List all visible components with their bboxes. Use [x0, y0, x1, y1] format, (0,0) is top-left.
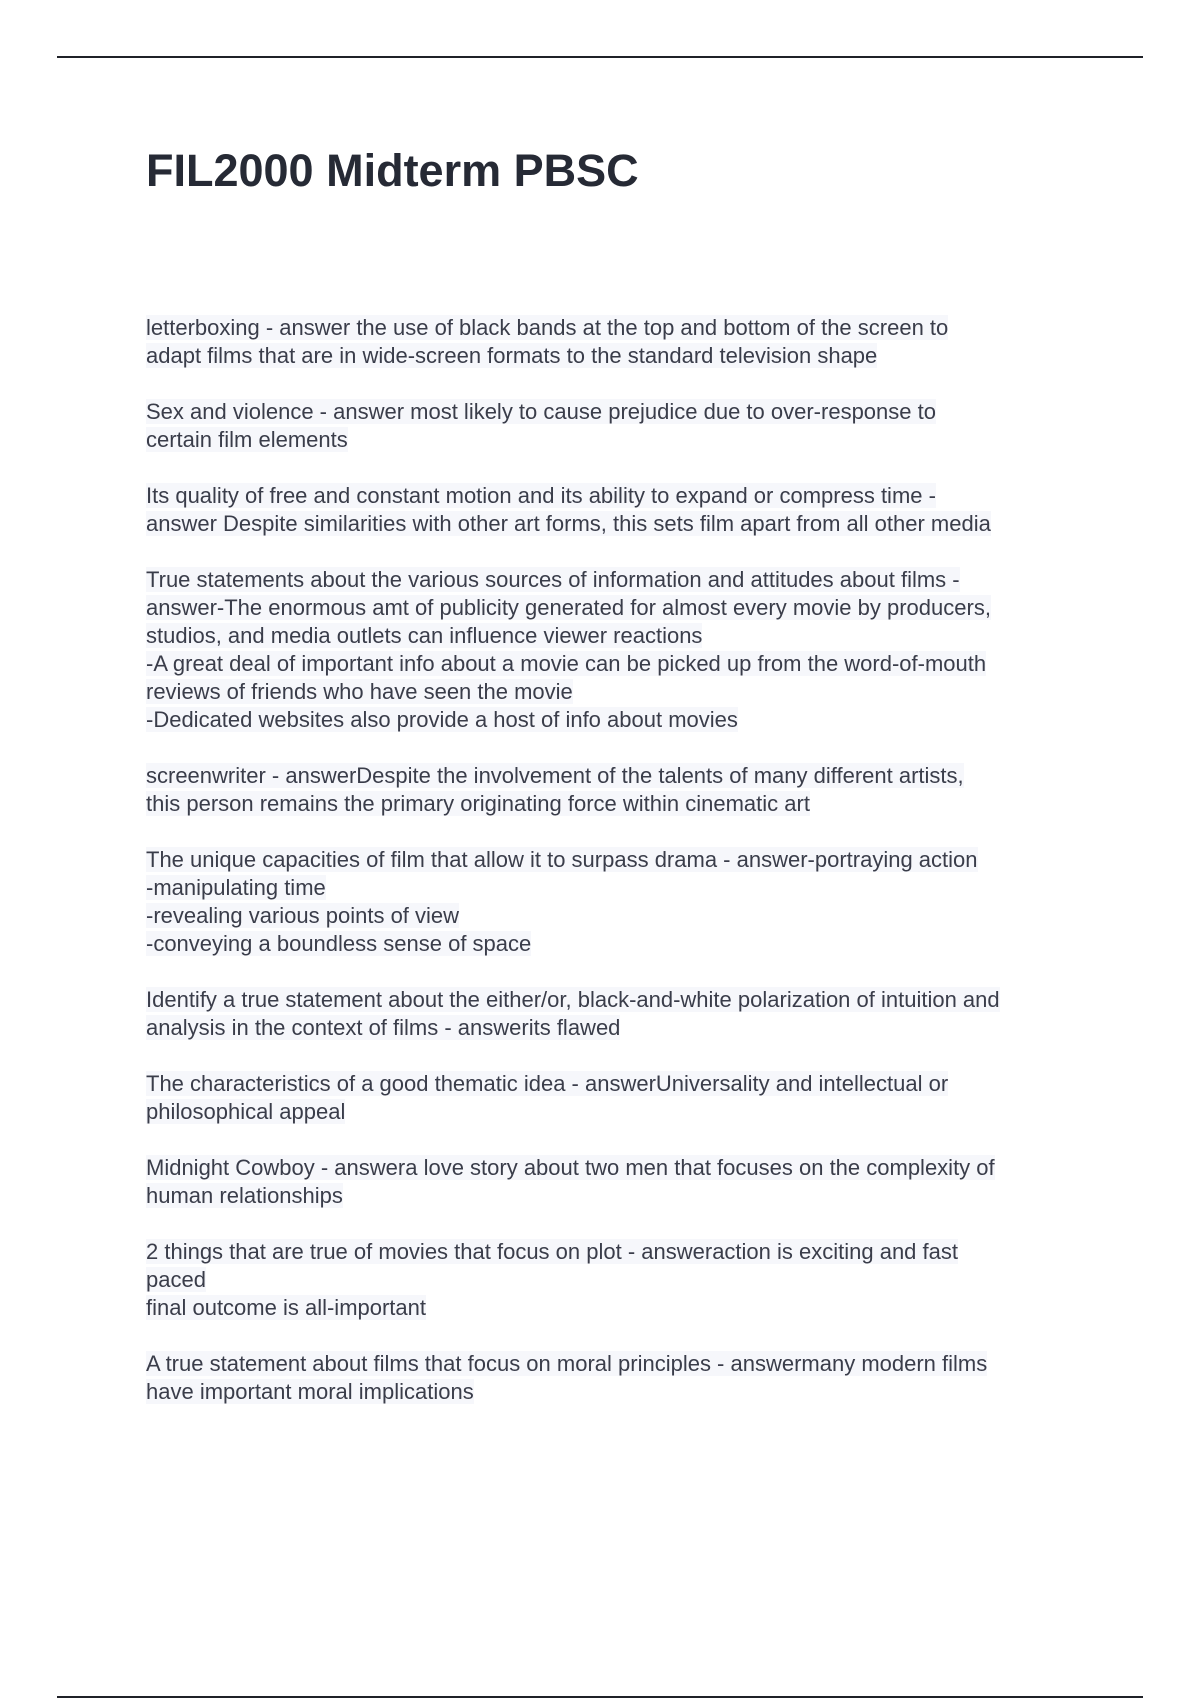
flashcard-text-line: -conveying a boundless sense of space — [146, 931, 532, 956]
flashcard-text-line: answer-The enormous amt of publicity generated for almost every movie by producers, — [146, 595, 991, 620]
bottom-rule — [57, 1696, 1143, 1698]
flashcard-text-line: analysis in the context of films - answerits flawed — [146, 1015, 621, 1040]
flashcard-item — [146, 1154, 1091, 1210]
flashcard-text-line: have important moral implications — [146, 1379, 474, 1404]
flashcard-item — [146, 1350, 1091, 1406]
flashcard-text-line: final outcome is all-important — [146, 1295, 427, 1320]
flashcard-text-line: studios, and media outlets can influence viewer reactions — [146, 623, 703, 648]
flashcard-text-line: paced — [146, 1267, 206, 1292]
flashcard-text-line: A true statement about films that focus on moral principles - answermany modern films — [146, 1351, 988, 1376]
flashcard-item — [146, 846, 1091, 958]
flashcard-text-line: -A great deal of important info about a movie can be picked up from the word-of-mouth — [146, 651, 987, 676]
flashcard-item — [146, 314, 1091, 370]
flashcard-item — [146, 482, 1091, 538]
flashcard-item — [146, 986, 1091, 1042]
flashcard-text-line: Identify a true statement about the either/or, black-and-white polarization of intuition and — [146, 987, 1000, 1012]
flashcard-text-line: Its quality of free and constant motion and its ability to expand or compress time - — [146, 483, 936, 508]
flashcard-text-line: reviews of friends who have seen the movie — [146, 679, 573, 704]
flashcard-item — [146, 1070, 1091, 1126]
flashcard-text-line: -revealing various points of view — [146, 903, 460, 928]
flashcard-item — [146, 1238, 1091, 1322]
flashcard-text-line: Midnight Cowboy - answera love story about two men that focuses on the complexity of — [146, 1155, 995, 1180]
flashcard-text-line: philosophical appeal — [146, 1099, 346, 1124]
flashcard-item — [146, 762, 1091, 818]
flashcard-item — [146, 566, 1091, 734]
document-title: FIL2000 Midterm PBSC — [146, 145, 639, 196]
flashcard-text-line: human relationships — [146, 1183, 343, 1208]
flashcard-text-line: adapt films that are in wide-screen formats to the standard television shape — [146, 343, 878, 368]
flashcard-text-line: 2 things that are true of movies that focus on plot - answeraction is exciting and fast — [146, 1239, 958, 1264]
flashcard-text-line: certain film elements — [146, 427, 348, 452]
flashcard-text-line: screenwriter - answerDespite the involvement of the talents of many different artists, — [146, 763, 964, 788]
flashcard-text-line: this person remains the primary originating force within cinematic art — [146, 791, 810, 816]
flashcard-item — [146, 398, 1091, 454]
flashcard-text-line: True statements about the various sources of information and attitudes about films - — [146, 567, 960, 592]
flashcard-text-line: -manipulating time — [146, 875, 326, 900]
flashcard-text-line: The unique capacities of film that allow it to surpass drama - answer-portraying action — [146, 847, 978, 872]
flashcard-text-line: letterboxing - answer the use of black bands at the top and bottom of the screen to — [146, 315, 949, 340]
top-rule — [57, 56, 1143, 58]
flashcard-text-line: -Dedicated websites also provide a host of info about movies — [146, 707, 738, 732]
flashcard-list — [146, 314, 1091, 1434]
flashcard-text-line: Sex and violence - answer most likely to cause prejudice due to over-response to — [146, 399, 936, 424]
flashcard-text-line: answer Despite similarities with other art forms, this sets film apart from all other media — [146, 511, 991, 536]
flashcard-text-line: The characteristics of a good thematic idea - answerUniversality and intellectual or — [146, 1071, 949, 1096]
